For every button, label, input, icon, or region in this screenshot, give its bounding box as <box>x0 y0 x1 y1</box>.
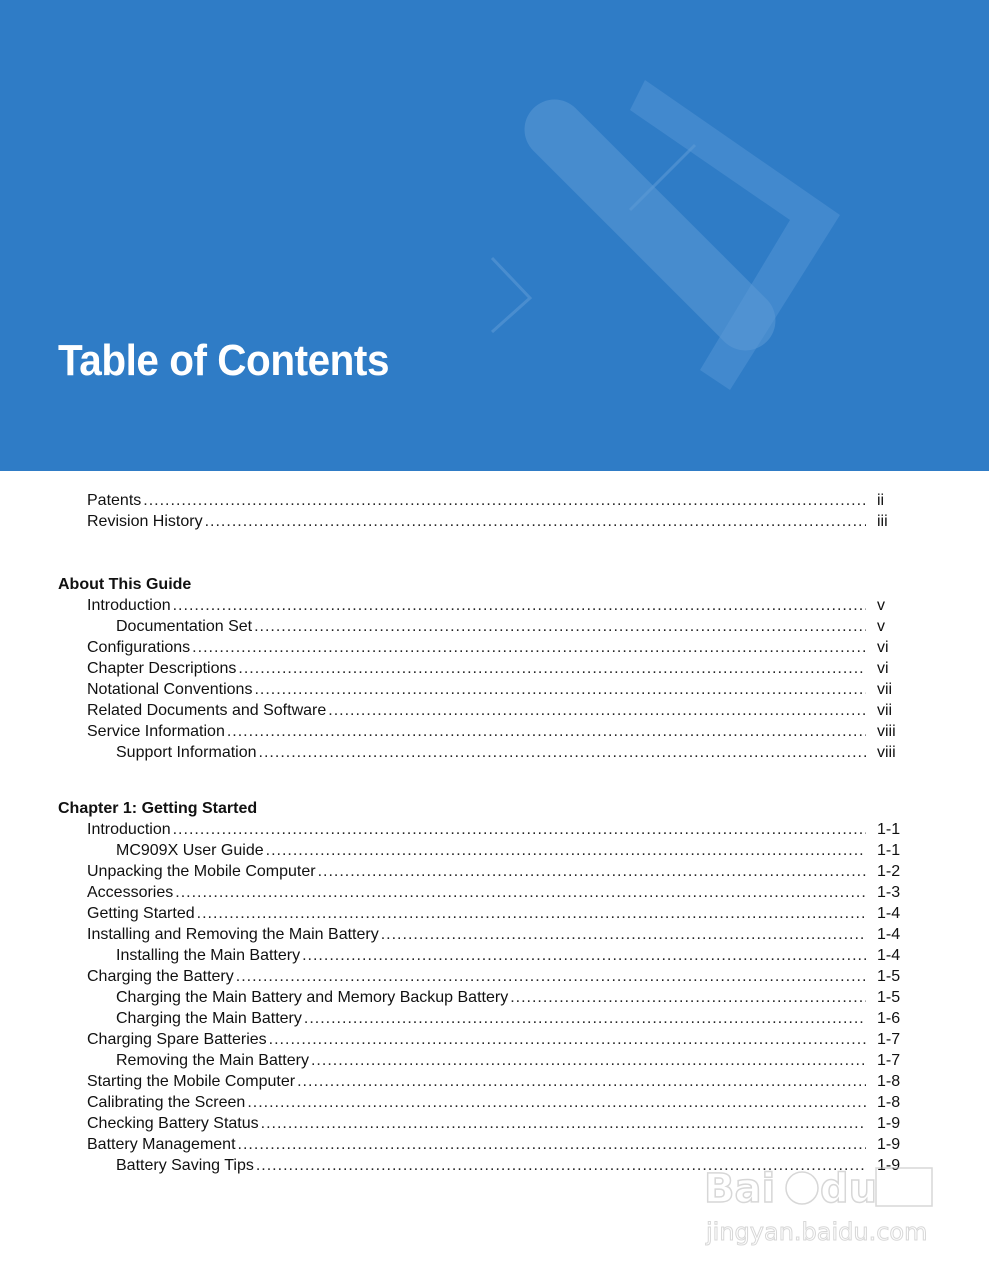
toc-entry-label: Related Documents and Software <box>87 702 327 719</box>
toc-entry-label: Introduction <box>87 597 171 614</box>
section-heading[interactable]: Chapter 1: Getting Started <box>58 800 258 817</box>
toc-entry-label: Installing and Removing the Main Battery <box>87 926 379 943</box>
dot-leader <box>266 840 866 861</box>
toc-entry-page: v <box>877 597 885 614</box>
toc-entry-page: 1-6 <box>877 1010 901 1027</box>
dot-leader <box>261 1113 866 1134</box>
toc-entry[interactable] <box>116 616 903 637</box>
toc-entry[interactable] <box>116 1008 903 1029</box>
dot-leader <box>227 721 866 742</box>
toc-entry-label: Starting the Mobile Computer <box>87 1073 296 1090</box>
toc-entry[interactable] <box>116 945 903 966</box>
toc-entry-page: 1-1 <box>877 842 901 859</box>
toc-entry-label: Charging the Main Battery <box>116 1010 302 1027</box>
toc-entry[interactable] <box>87 1029 903 1050</box>
dot-leader <box>269 1029 866 1050</box>
toc-entry[interactable] <box>87 966 903 987</box>
toc-entry[interactable] <box>87 1071 903 1092</box>
toc-entry[interactable] <box>87 903 903 924</box>
dot-leader <box>238 1134 866 1155</box>
toc-entry-label: Introduction <box>87 821 171 838</box>
toc-entry-page: 1-8 <box>877 1073 901 1090</box>
toc-entry-page: iii <box>877 513 888 530</box>
toc-entry[interactable] <box>87 1113 903 1134</box>
toc-entry[interactable] <box>87 637 903 658</box>
toc-entry-label: Unpacking the Mobile Computer <box>87 863 316 880</box>
toc-entry-label: Charging the Battery <box>87 968 234 985</box>
toc-entry-page: vii <box>877 681 893 698</box>
toc-entry-page: 1-3 <box>877 884 901 901</box>
svg-text:jingyan.baidu.com: jingyan.baidu.com <box>706 1218 928 1246</box>
dot-leader <box>205 511 866 532</box>
dot-leader <box>510 987 866 1008</box>
toc-entry[interactable] <box>87 819 903 840</box>
toc-entry[interactable] <box>116 840 903 861</box>
toc-entry[interactable] <box>87 924 903 945</box>
toc-entry-label: Charging Spare Batteries <box>87 1031 267 1048</box>
svg-text:Bai: Bai <box>704 1166 776 1212</box>
toc-entry-label: Accessories <box>87 884 174 901</box>
dot-leader <box>328 700 866 721</box>
toc-entry[interactable] <box>87 882 903 903</box>
svg-text:du: du <box>820 1166 878 1212</box>
dot-leader <box>254 679 866 700</box>
toc-entry-label: Documentation Set <box>116 618 253 635</box>
toc-entry-page: 1-4 <box>877 926 901 943</box>
toc-entry-label: Calibrating the Screen <box>87 1094 246 1111</box>
toc-entry[interactable] <box>87 1092 903 1113</box>
dot-leader <box>192 637 866 658</box>
dot-leader <box>254 616 866 637</box>
dot-leader <box>381 924 866 945</box>
dot-leader <box>238 658 866 679</box>
toc-entry-label: Battery Management <box>87 1136 236 1153</box>
toc-entry[interactable] <box>87 700 903 721</box>
toc-entry[interactable] <box>116 1050 903 1071</box>
baidu-watermark-logo <box>700 1160 940 1250</box>
toc-entry-page: viii <box>877 723 896 740</box>
toc-entry-label: Notational Conventions <box>87 681 253 698</box>
toc-entry-label: Checking Battery Status <box>87 1115 259 1132</box>
toc-entry-page: 1-7 <box>877 1052 901 1069</box>
toc-entry-label: Installing the Main Battery <box>116 947 301 964</box>
dot-leader <box>259 742 866 763</box>
toc-entry[interactable] <box>87 511 903 532</box>
toc-entry-page: vi <box>877 639 889 656</box>
dot-leader <box>197 903 866 924</box>
dot-leader <box>173 819 866 840</box>
toc-entry[interactable] <box>87 1134 903 1155</box>
toc-entry[interactable] <box>116 742 903 763</box>
dot-leader <box>173 595 866 616</box>
toc-entry-label: Chapter Descriptions <box>87 660 237 677</box>
dot-leader <box>175 882 866 903</box>
toc-entry-label: Support Information <box>116 744 257 761</box>
toc-entry-page: viii <box>877 744 896 761</box>
toc-entry-label: Getting Started <box>87 905 195 922</box>
toc-entry-page: 1-9 <box>877 1115 901 1132</box>
toc-entry-page: vii <box>877 702 893 719</box>
toc-entry-page: 1-5 <box>877 968 901 985</box>
toc-entry-page: vi <box>877 660 889 677</box>
toc-entry-page: 1-4 <box>877 947 901 964</box>
toc-entry[interactable] <box>87 679 903 700</box>
toc-entry-label: Patents <box>87 492 142 509</box>
toc-entry-label: MC909X User Guide <box>116 842 264 859</box>
dot-leader <box>318 861 866 882</box>
toc-entry-page: 1-7 <box>877 1031 901 1048</box>
dot-leader <box>311 1050 866 1071</box>
page-title: Table of Contents <box>58 336 390 385</box>
toc-entry-label: Service Information <box>87 723 225 740</box>
toc-entry-label: Battery Saving Tips <box>116 1157 254 1174</box>
toc-entry[interactable] <box>87 721 903 742</box>
dot-leader <box>302 945 866 966</box>
header-banner <box>0 0 989 471</box>
toc-entry[interactable] <box>87 658 903 679</box>
toc-entry-label: Removing the Main Battery <box>116 1052 309 1069</box>
toc-entry-label: Revision History <box>87 513 203 530</box>
toc-entry-page: 1-4 <box>877 905 901 922</box>
toc-entry-page: 1-9 <box>877 1136 901 1153</box>
dot-leader <box>236 966 866 987</box>
toc-entry[interactable] <box>87 490 903 511</box>
dot-leader <box>297 1071 866 1092</box>
dot-leader <box>247 1092 866 1113</box>
toc-entry-page: 1-2 <box>877 863 901 880</box>
toc-entry-page: ii <box>877 492 885 509</box>
toc-entry[interactable] <box>116 987 903 1008</box>
dot-leader <box>143 490 866 511</box>
toc-entry[interactable] <box>87 861 903 882</box>
toc-entry-page: 1-1 <box>877 821 901 838</box>
toc-entry-label: Charging the Main Battery and Memory Backup Battery <box>116 989 509 1006</box>
dot-leader <box>304 1008 866 1029</box>
toc-entry-page: v <box>877 618 885 635</box>
toc-entry-page: 1-5 <box>877 989 901 1006</box>
toc-entry[interactable] <box>87 595 903 616</box>
toc-entry-page: 1-9 <box>877 1157 901 1174</box>
section-heading[interactable]: About This Guide <box>58 576 192 593</box>
brand-logo-icon <box>470 40 870 440</box>
toc-entry-label: Configurations <box>87 639 191 656</box>
toc-entry-page: 1-8 <box>877 1094 901 1111</box>
